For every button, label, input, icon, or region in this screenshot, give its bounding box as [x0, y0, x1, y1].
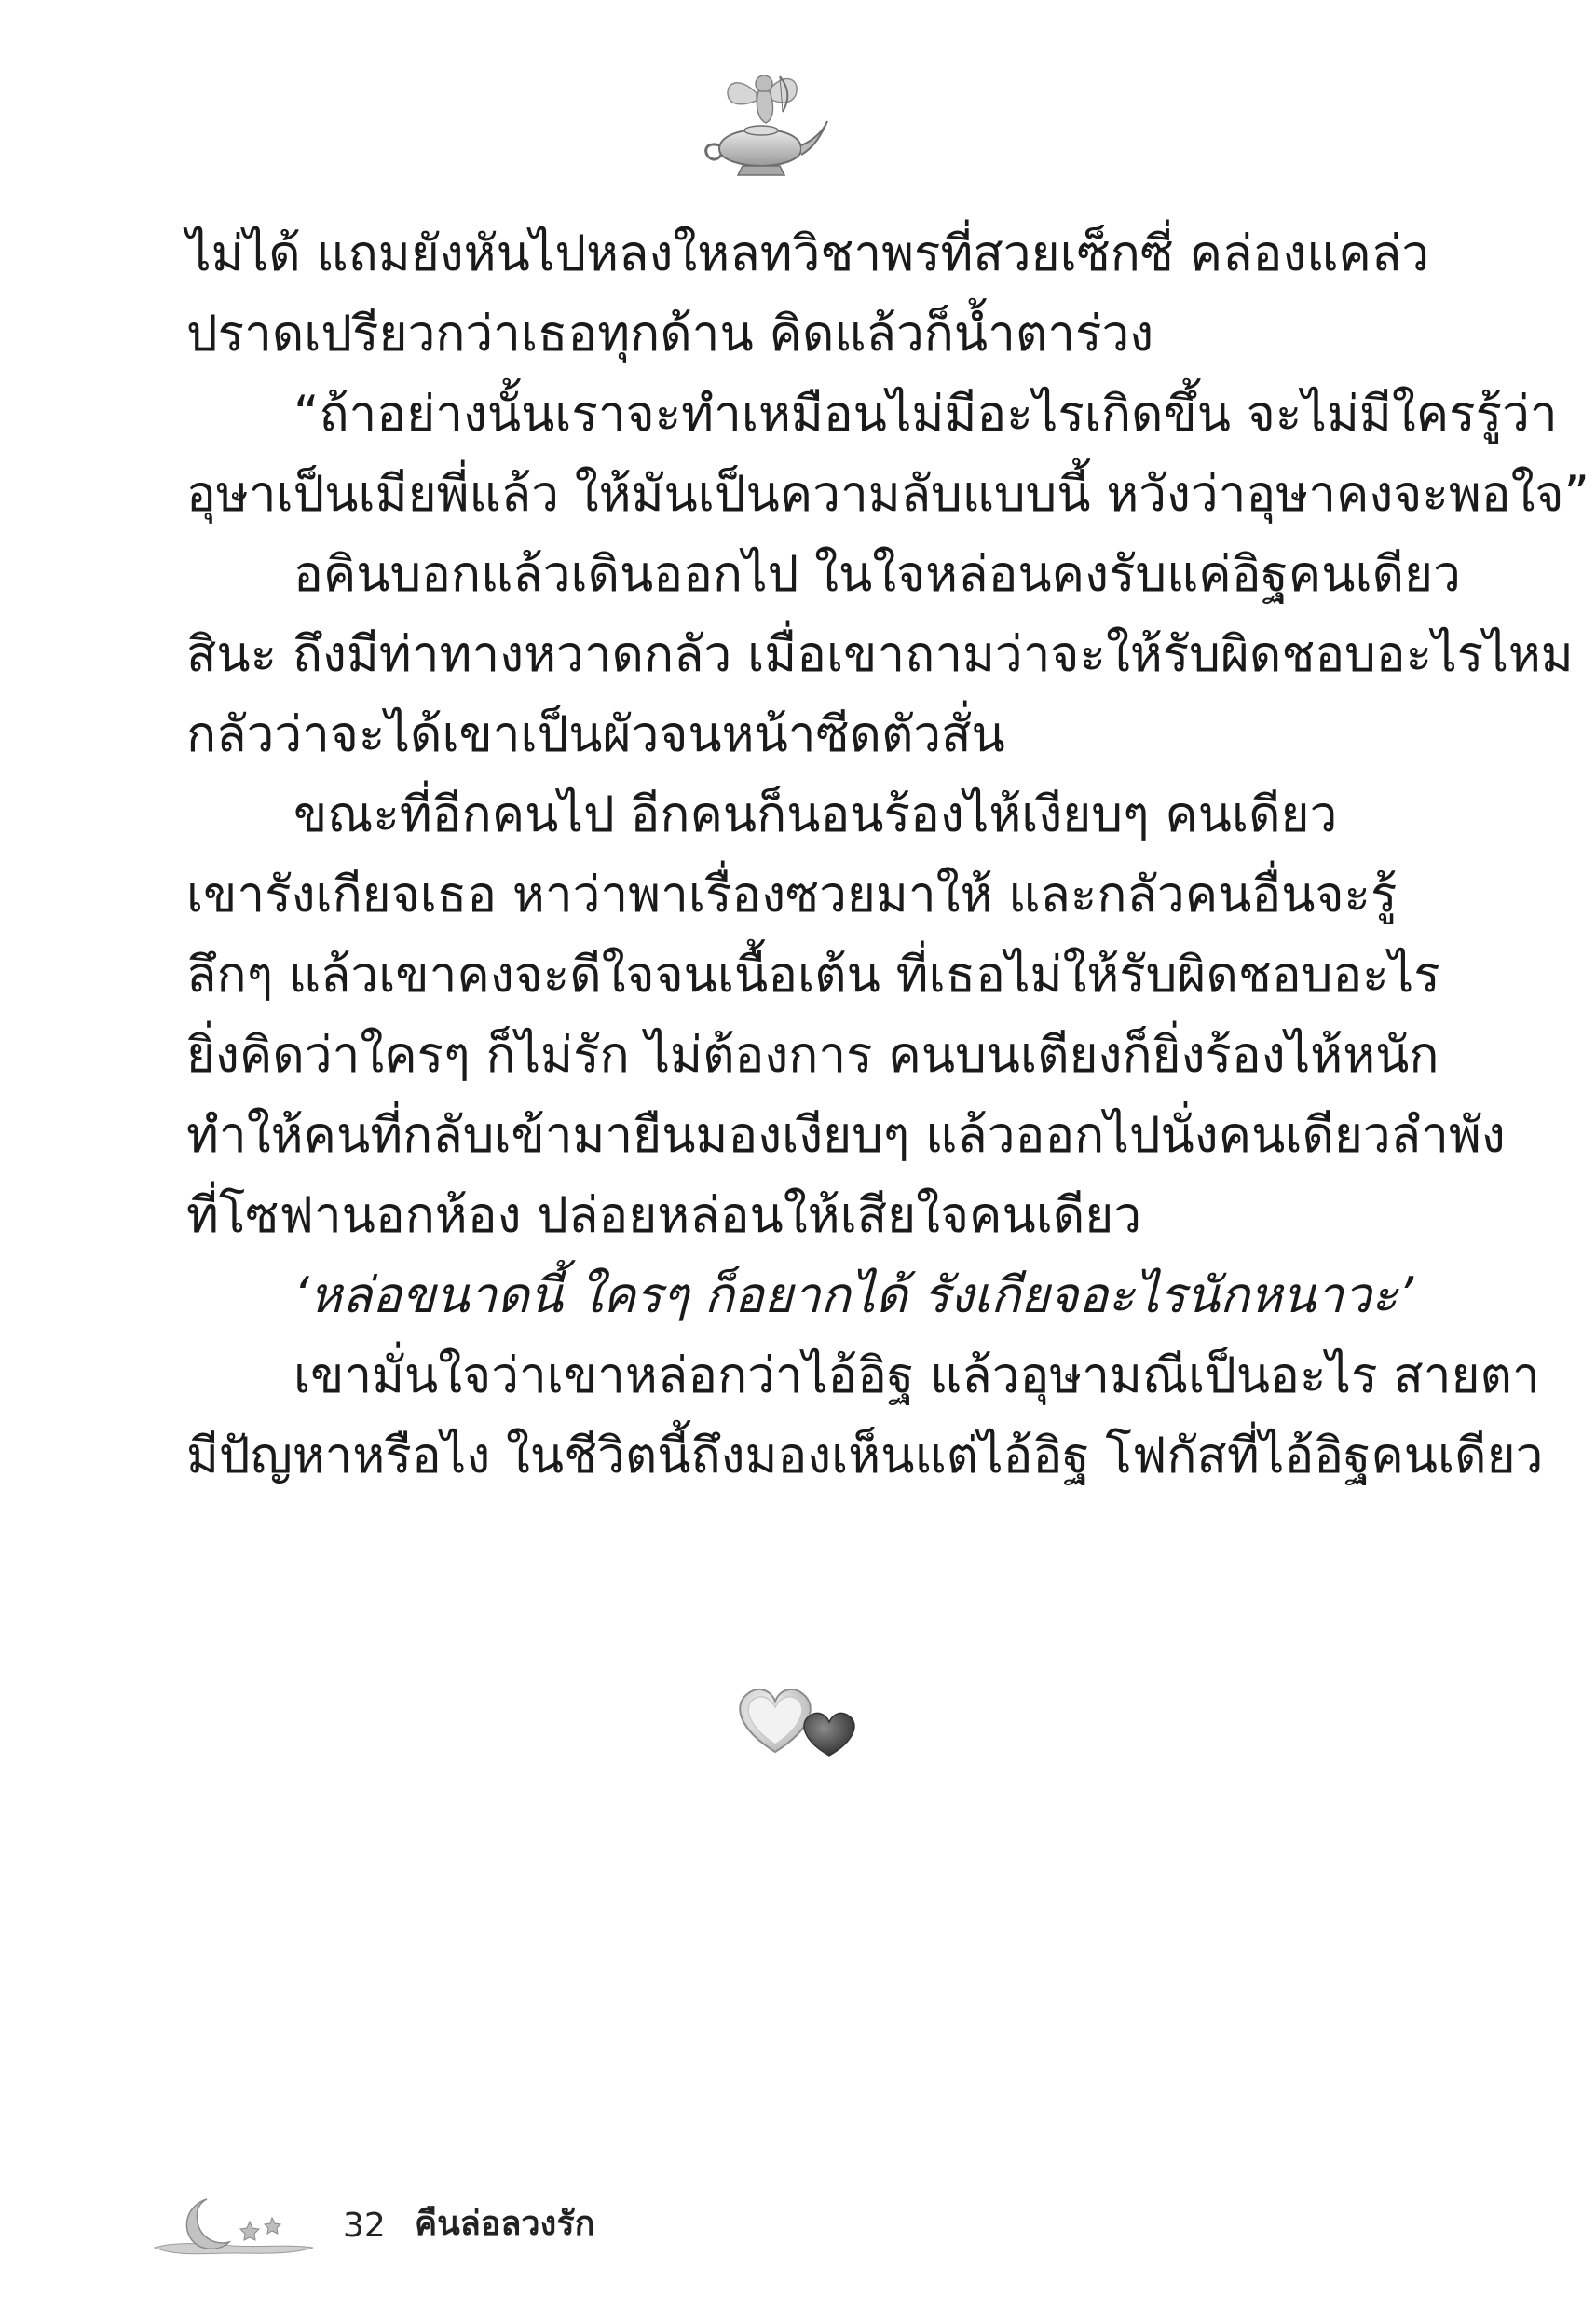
paragraph-line: เขามั่นใจว่าเขาหล่อกว่าไอ้อิฐ แล้วอุษามณีเป็นอะไร สายตา: [293, 1347, 1540, 1404]
two-hearts-icon: [729, 1677, 868, 1761]
body-text: [186, 214, 1589, 1497]
page-footer: [149, 2190, 801, 2264]
paragraph-line: ที่โซฟานอกห้อง ปล่อยหล่อนให้เสียใจคนเดียว: [186, 1187, 1142, 1244]
paragraph-line: ไม่ได้ แถมยังหันไปหลงใหลทวิชาพรที่สวยเซ็กซี่ คล่องแคล่ว: [186, 226, 1430, 282]
genie-lamp-cupid-icon: [691, 56, 831, 196]
paragraph-line: กลัวว่าจะได้เขาเป็นผัวจนหน้าซีดตัวสั่น: [186, 706, 1005, 763]
page-number: 32: [343, 2207, 386, 2245]
paragraph-line: ปราดเปรียวกว่าเธอทุกด้าน คิดแล้วก็น้ำตาร่วง: [186, 306, 1154, 362]
paragraph-line: สินะ ถึงมีท่าทางหวาดกลัว เมื่อเขาถามว่าจะให้รับผิดชอบอะไรไหม: [186, 626, 1574, 683]
italic-thought-line: ‘หล่อขนาดนี้ ใครๆ ก็อยากได้ รังเกียจอะไรนักหนาวะ’: [293, 1267, 1414, 1324]
paragraph-line: อุษาเป็นเมียพี่แล้ว ให้มันเป็นความลับแบบนี้ หวังว่าอุษาคงจะพอใจ”: [186, 466, 1589, 523]
paragraph-line: อคินบอกแล้วเดินออกไป ในใจหล่อนคงรับแค่อิฐคนเดียว: [293, 546, 1461, 603]
paragraph-line: ยิ่งคิดว่าใครๆ ก็ไม่รัก ไม่ต้องการ คนบนเตียงก็ยิ่งร้องไห้หนัก: [186, 1027, 1439, 1084]
crescent-moon-stars-icon: [149, 2190, 317, 2264]
paragraph-line: เขารังเกียจเธอ หาว่าพาเรื่องซวยมาให้ และกลัวคนอื่นจะรู้: [186, 867, 1398, 923]
paragraph-line: มีปัญหาหรือไง ในชีวิตนี้ถึงมองเห็นแต่ไอ้อิฐ โฟกัสที่ไอ้อิฐคนเดียว: [186, 1428, 1544, 1484]
paragraph-line: ลึกๆ แล้วเขาคงจะดีใจจนเนื้อเต้น ที่เธอไม่ให้รับผิดชอบอะไร: [186, 947, 1440, 1004]
paragraph-line: ทำให้คนที่กลับเข้ามายืนมองเงียบๆ แล้วออกไปนั่งคนเดียวลำพัง: [186, 1107, 1506, 1164]
paragraph-line: ขณะที่อีกคนไป อีกคนก็นอนร้องไห้เงียบๆ คนเดียว: [293, 786, 1338, 843]
book-title: คืนล่อลวงรัก: [415, 2205, 595, 2243]
paragraph-line: “ถ้าอย่างนั้นเราจะทำเหมือนไม่มีอะไรเกิดขึ้น จะไม่มีใครรู้ว่า: [293, 386, 1558, 443]
